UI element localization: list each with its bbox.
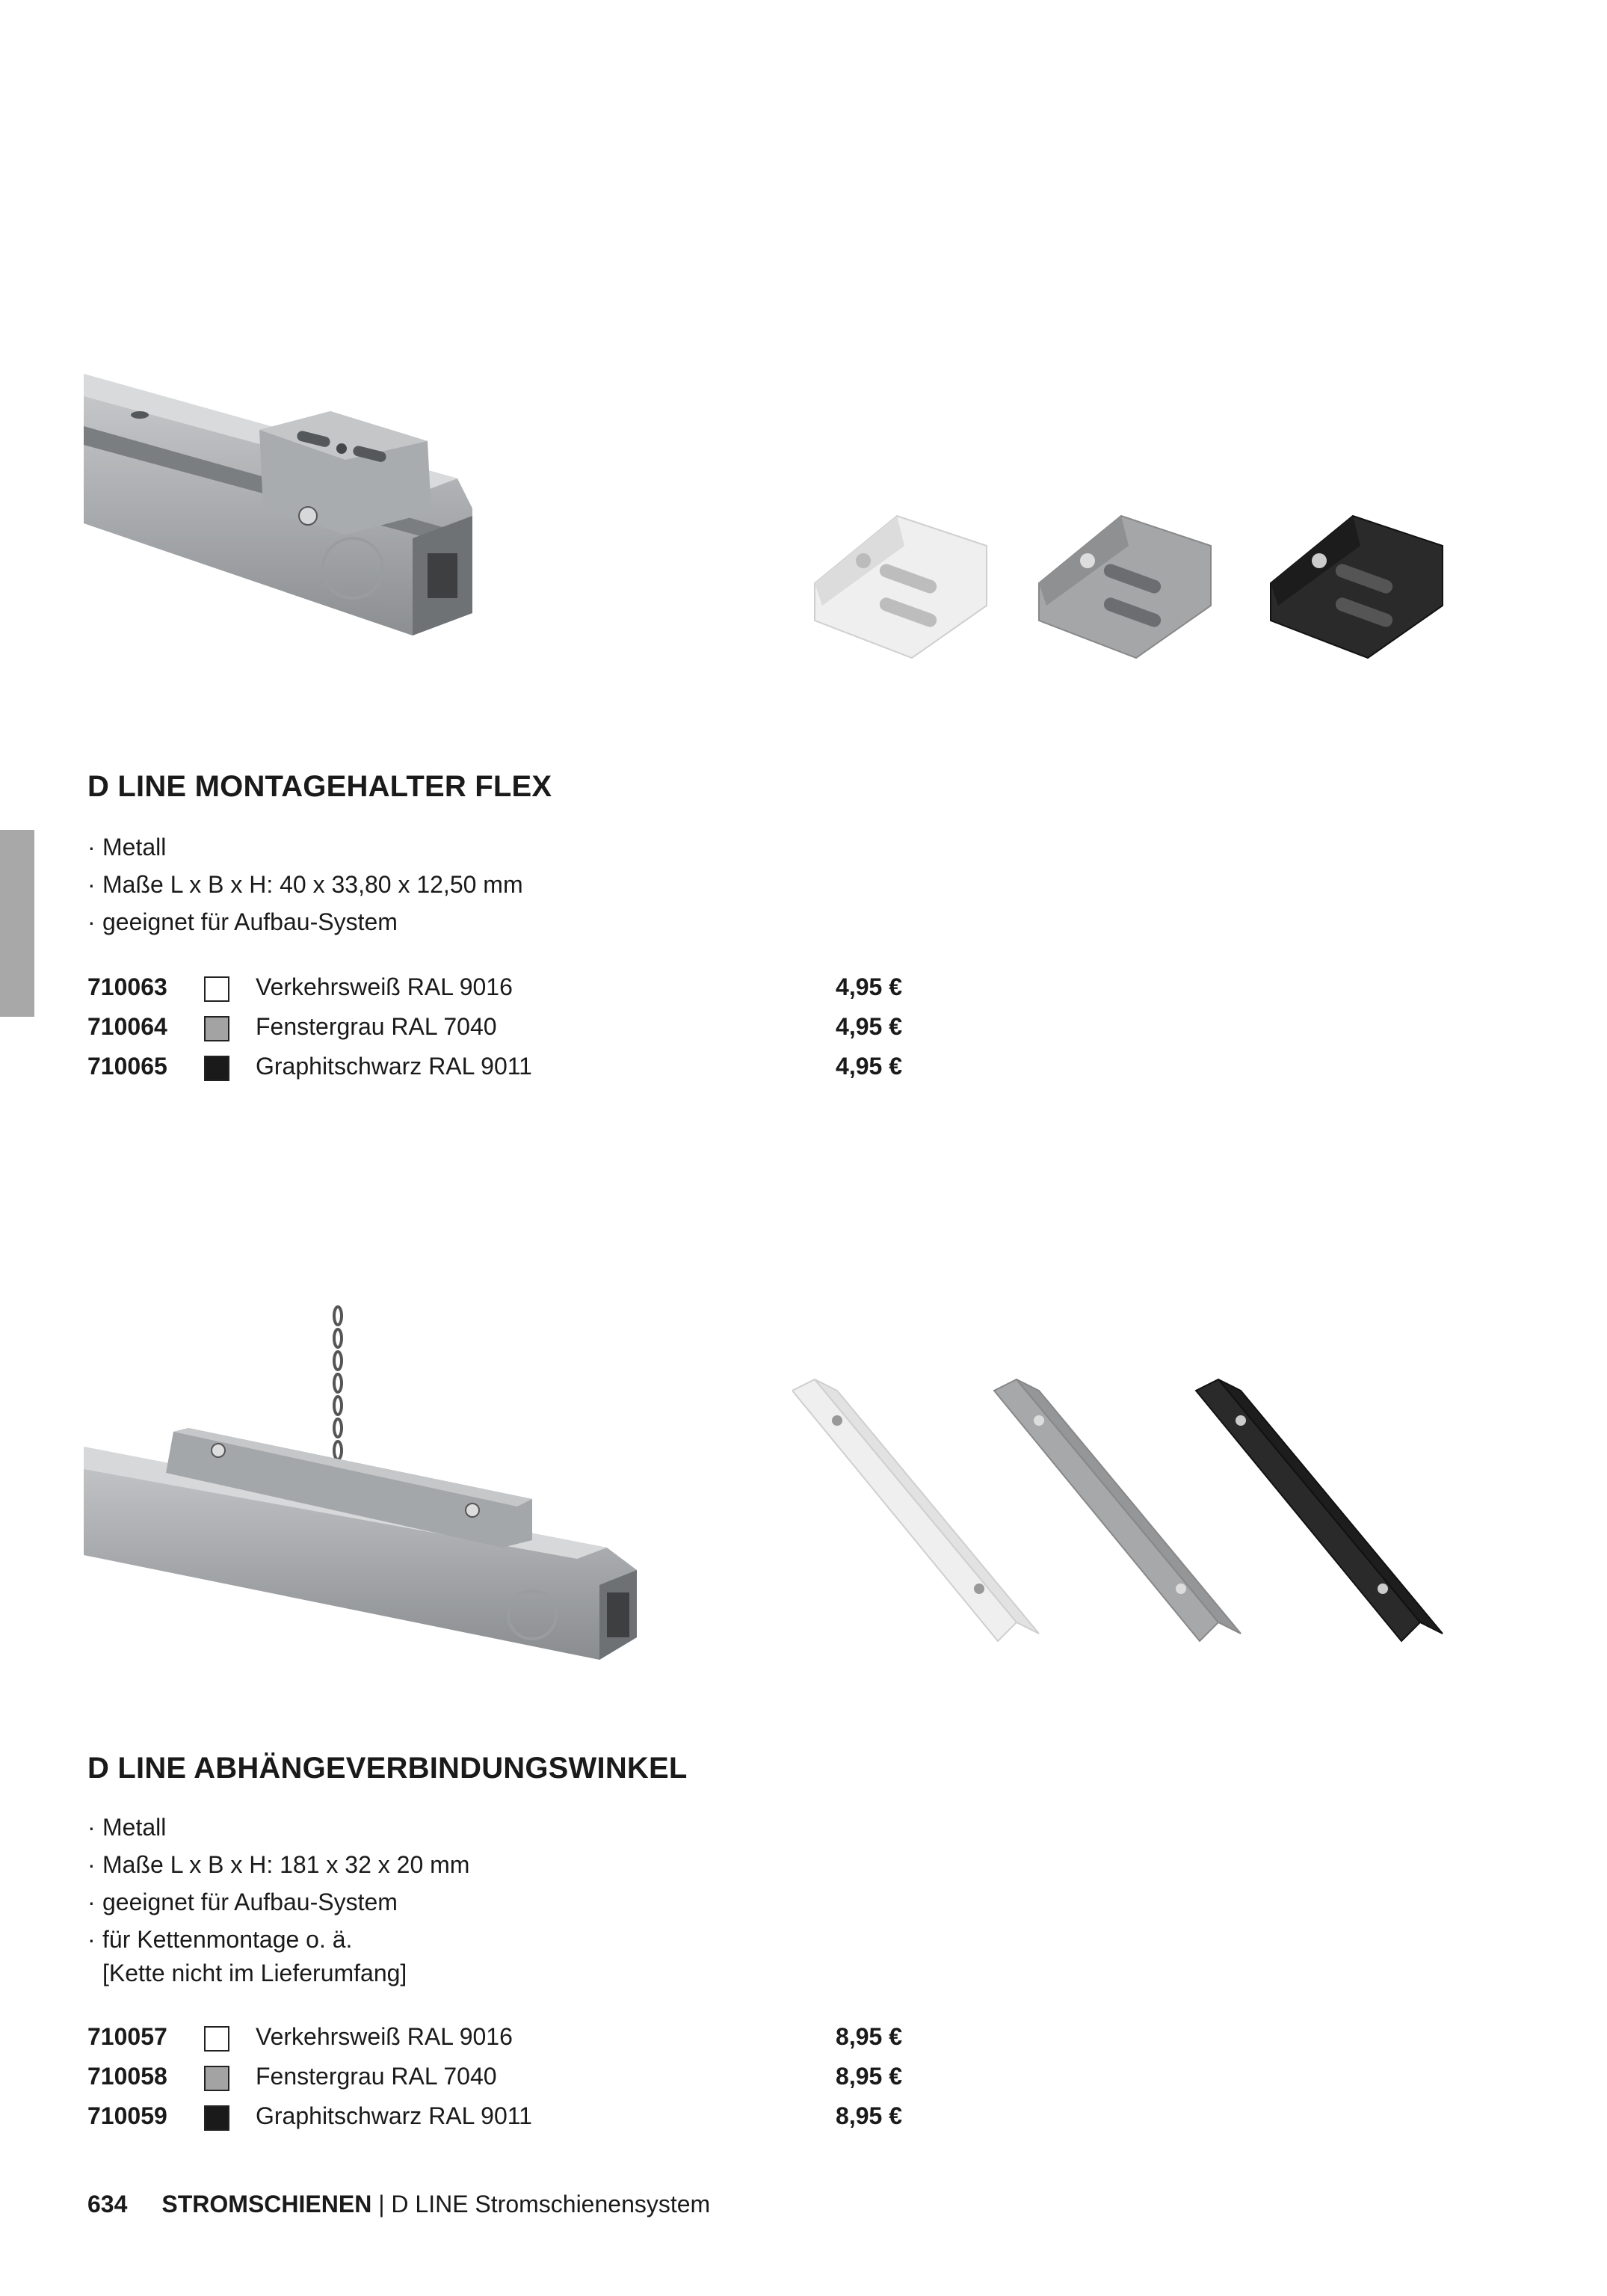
- article-number: 710059: [87, 2102, 167, 2129]
- footer-subsection: D LINE Stromschienensystem: [391, 2191, 711, 2217]
- price: 4,95 €: [836, 1013, 902, 1040]
- price: 8,95 €: [836, 2023, 902, 2050]
- variant-row: [87, 2098, 902, 2138]
- price: 8,95 €: [836, 2102, 902, 2129]
- hanger-brackets-colors-image: [792, 1376, 1465, 1660]
- feature-item: · Maße L x B x H: 181 x 32 x 20 mm: [87, 1846, 469, 1883]
- color-swatch: [204, 2105, 229, 2131]
- price: 8,95 €: [836, 2063, 902, 2090]
- color-swatch: [204, 1056, 229, 1081]
- variant-row: [87, 1048, 902, 1088]
- feature-item: · geeignet für Aufbau-System: [87, 1883, 469, 1921]
- feature-list: [87, 1809, 469, 1988]
- variant-row: [87, 969, 902, 1009]
- variant-row: [87, 2019, 902, 2058]
- color-swatch: [204, 2066, 229, 2091]
- article-number: 710064: [87, 1013, 167, 1040]
- variant-row: [87, 2058, 902, 2098]
- color-swatch: [204, 1016, 229, 1041]
- product-title: D LINE MONTAGEHALTER FLEX: [87, 770, 552, 803]
- feature-item: · Metall: [87, 1809, 469, 1846]
- feature-item: · für Kettenmontage o. ä.: [87, 1921, 469, 1958]
- variant-table: [87, 969, 902, 1088]
- section-tab-marker: [0, 830, 34, 1017]
- footer-section: STROMSCHIENEN: [161, 2191, 372, 2217]
- footer-separator: |: [371, 2191, 392, 2217]
- price: 4,95 €: [836, 1053, 902, 1080]
- rail-with-clip-image: [84, 366, 472, 643]
- feature-item-continuation: [Kette nicht im Lieferumfang]: [102, 1960, 407, 1986]
- article-number: 710065: [87, 1053, 167, 1080]
- rail-with-chain-hanger-image: [84, 1301, 637, 1675]
- mounting-clips-colors-image: [807, 501, 1450, 680]
- color-name: Verkehrsweiß RAL 9016: [256, 2023, 513, 2050]
- color-name: Graphitschwarz RAL 9011: [256, 1053, 532, 1080]
- color-name: Verkehrsweiß RAL 9016: [256, 973, 513, 1000]
- color-swatch: [204, 2026, 229, 2052]
- color-name: Graphitschwarz RAL 9011: [256, 2102, 532, 2129]
- page-footer: [87, 2191, 710, 2218]
- price: 4,95 €: [836, 973, 902, 1000]
- article-number: 710057: [87, 2023, 167, 2050]
- feature-item: · Metall: [87, 828, 523, 866]
- article-number: 710063: [87, 973, 167, 1000]
- feature-item: · Maße L x B x H: 40 x 33,80 x 12,50 mm: [87, 866, 523, 903]
- feature-list: [87, 828, 523, 941]
- article-number: 710058: [87, 2063, 167, 2090]
- variant-table: [87, 2019, 902, 2138]
- page-number: 634: [87, 2191, 128, 2217]
- product-title: D LINE ABHÄNGEVERBINDUNGSWINKEL: [87, 1752, 688, 1785]
- color-name: Fenstergrau RAL 7040: [256, 1013, 497, 1040]
- color-name: Fenstergrau RAL 7040: [256, 2063, 497, 2090]
- color-swatch: [204, 976, 229, 1002]
- variant-row: [87, 1009, 902, 1048]
- feature-item: · geeignet für Aufbau-System: [87, 903, 523, 941]
